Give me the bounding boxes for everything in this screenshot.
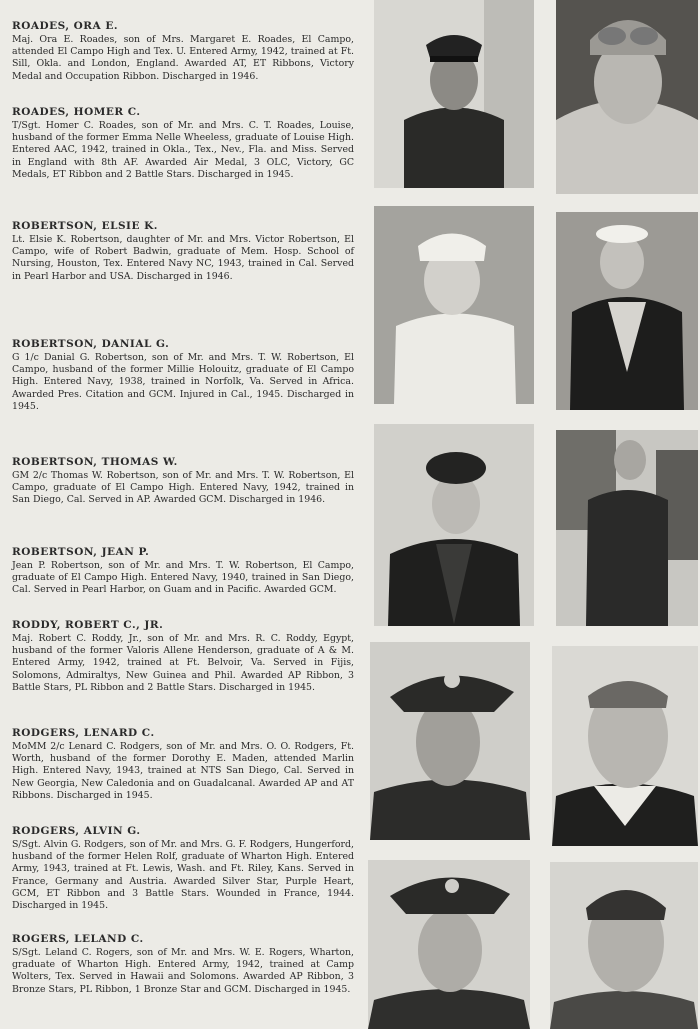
entry-roddy-robert [12, 619, 354, 694]
portrait-photo [374, 206, 534, 404]
portrait-photo [370, 642, 530, 840]
entry-bio: Maj. Ora E. Roades, son of Mrs. Margaret E. Roades, El Campo, attended El Campo High and Tex. U. Entered Army, 1942, trained at Ft. Sill, Okla. and London, England. Awarded AT, ET Ribbons, Victory Medal and Occupation Ribbon. Discharged in 1946. [12, 34, 354, 82]
entry-name: ROGERS, LELAND C. [12, 933, 144, 945]
entry-name: ROADES, ORA E. [12, 20, 118, 32]
entry-roades-ora [12, 20, 354, 83]
entry-name: ROBERTSON, DANIAL G. [12, 338, 170, 350]
entry-roades-homer [12, 106, 354, 181]
portrait-photo [374, 424, 534, 626]
entry-robertson-danial [12, 338, 354, 413]
entry-bio: Jean P. Robertson, son of Mr. and Mrs. T. W. Robertson, El Campo, graduate of El Campo High. Entered Navy, 1940, trained in San Diego, Cal. Served in Pearl Harbor, on Guam and in Pacific. Awarded GCM. [12, 560, 354, 596]
entry-bio: MoMM 2/c Lenard C. Rodgers, son of Mr. and Mrs. O. O. Rodgers, Ft. Worth, husband of the former Dorothy E. Maden, attended Marlin High. Entered Navy, 1943, trained at NTS San Diego, Cal. Served in New Georgia, New Caledonia and on Guadalcanal. Awarded AP and AT Ribbons. Discharged in 1945. [12, 741, 354, 801]
portrait-photo [552, 646, 698, 846]
entry-name: ROBERTSON, ELSIE K. [12, 220, 158, 232]
entry-bio: S/Sgt. Leland C. Rogers, son of Mr. and Mrs. W. E. Rogers, Wharton, graduate of Wharton High. Entered Army, 1942, trained at Camp Wolters, Tex. Served in Hawaii and Solomons. Awarded AP Ribbon, 3 Bronze Stars, PL Ribbon, 1 Bronze Star and GCM. Discharged in 1945. [12, 947, 354, 995]
entry-robertson-elsie [12, 220, 354, 283]
portrait-photo [556, 0, 698, 194]
entry-name: ROBERTSON, THOMAS W. [12, 456, 178, 468]
entry-bio: Maj. Robert C. Roddy, Jr., son of Mr. and Mrs. R. C. Roddy, Egypt, husband of the former Valoris Allene Henderson, graduate of A & M. Entered Army, 1942, trained at Ft. Belvoir, Va. Served in Fijis, Solomons, Admiraltys, New Guinea and Phil. Awarded AP Ribbon, 3 Battle Stars, PL Ribbon and 2 Battle Stars. Discharged in 1945. [12, 633, 354, 693]
entry-rogers-leland [12, 933, 354, 996]
entry-bio: Lt. Elsie K. Robertson, daughter of Mr. and Mrs. Victor Robertson, El Campo, wife of Robert Badwin, graduate of Mem. Hosp. School of Nursing, Houston, Tex. Entered Navy NC, 1943, trained in Cal. Served in Pearl Harbor and USA. Discharged in 1946. [12, 234, 354, 282]
entry-robertson-jean [12, 546, 354, 597]
entry-bio: S/Sgt. Alvin G. Rodgers, son of Mr. and Mrs. G. F. Rodgers, Hungerford, husband of the former Helen Rolf, graduate of Wharton High. Entered Army, 1943, trained at Ft. Lewis, Wash. and Ft. Riley, Kans. Served in France, Germany and Austria. Awarded Silver Star, Purple Heart, GCM, ET Ribbon and 3 Battle Stars. Wounded in France, 1944. Discharged in 1945. [12, 839, 354, 912]
entry-robertson-thomas [12, 456, 354, 507]
entry-name: RODDY, ROBERT C., JR. [12, 619, 164, 631]
entry-bio: T/Sgt. Homer C. Roades, son of Mr. and Mrs. C. T. Roades, Louise, husband of the former Emma Nelle Wheeless, graduate of Louise High. Entered AAC, 1942, trained in Okla., Tex., Nev., Fla. and Miss. Served in England with 8th AF. Awarded Air Medal, 3 OLC, Victory, GC Medals, ET Ribbon and 2 Battle Stars. Discharged in 1945. [12, 120, 354, 180]
portrait-photo [556, 212, 698, 410]
portrait-grid [360, 0, 700, 1029]
entry-name: RODGERS, ALVIN G. [12, 825, 141, 837]
portrait-photo [556, 430, 698, 626]
portrait-photo [374, 0, 534, 188]
entry-name: ROBERTSON, JEAN P. [12, 546, 150, 558]
entry-name: RODGERS, LENARD C. [12, 727, 155, 739]
entry-rodgers-lenard [12, 727, 354, 802]
portrait-photo [368, 860, 530, 1029]
portrait-photo [550, 862, 698, 1029]
entry-bio: GM 2/c Thomas W. Robertson, son of Mr. and Mrs. T. W. Robertson, El Campo, graduate of El Campo High. Entered Navy, 1942, trained in San Diego, Cal. Served in AP. Awarded GCM. Discharged in 1946. [12, 470, 354, 506]
entry-bio: G 1/c Danial G. Robertson, son of Mr. and Mrs. T. W. Robertson, El Campo, husband of the former Millie Holouitz, graduate of El Campo High. Entered Navy, 1938, trained in Norfolk, Va. Served in Africa. Awarded Pres. Citation and GCM. Injured in Cal., 1945. Discharged in 1945. [12, 352, 354, 412]
entry-rodgers-alvin [12, 825, 354, 912]
entry-name: ROADES, HOMER C. [12, 106, 141, 118]
biography-column [6, 0, 356, 1029]
